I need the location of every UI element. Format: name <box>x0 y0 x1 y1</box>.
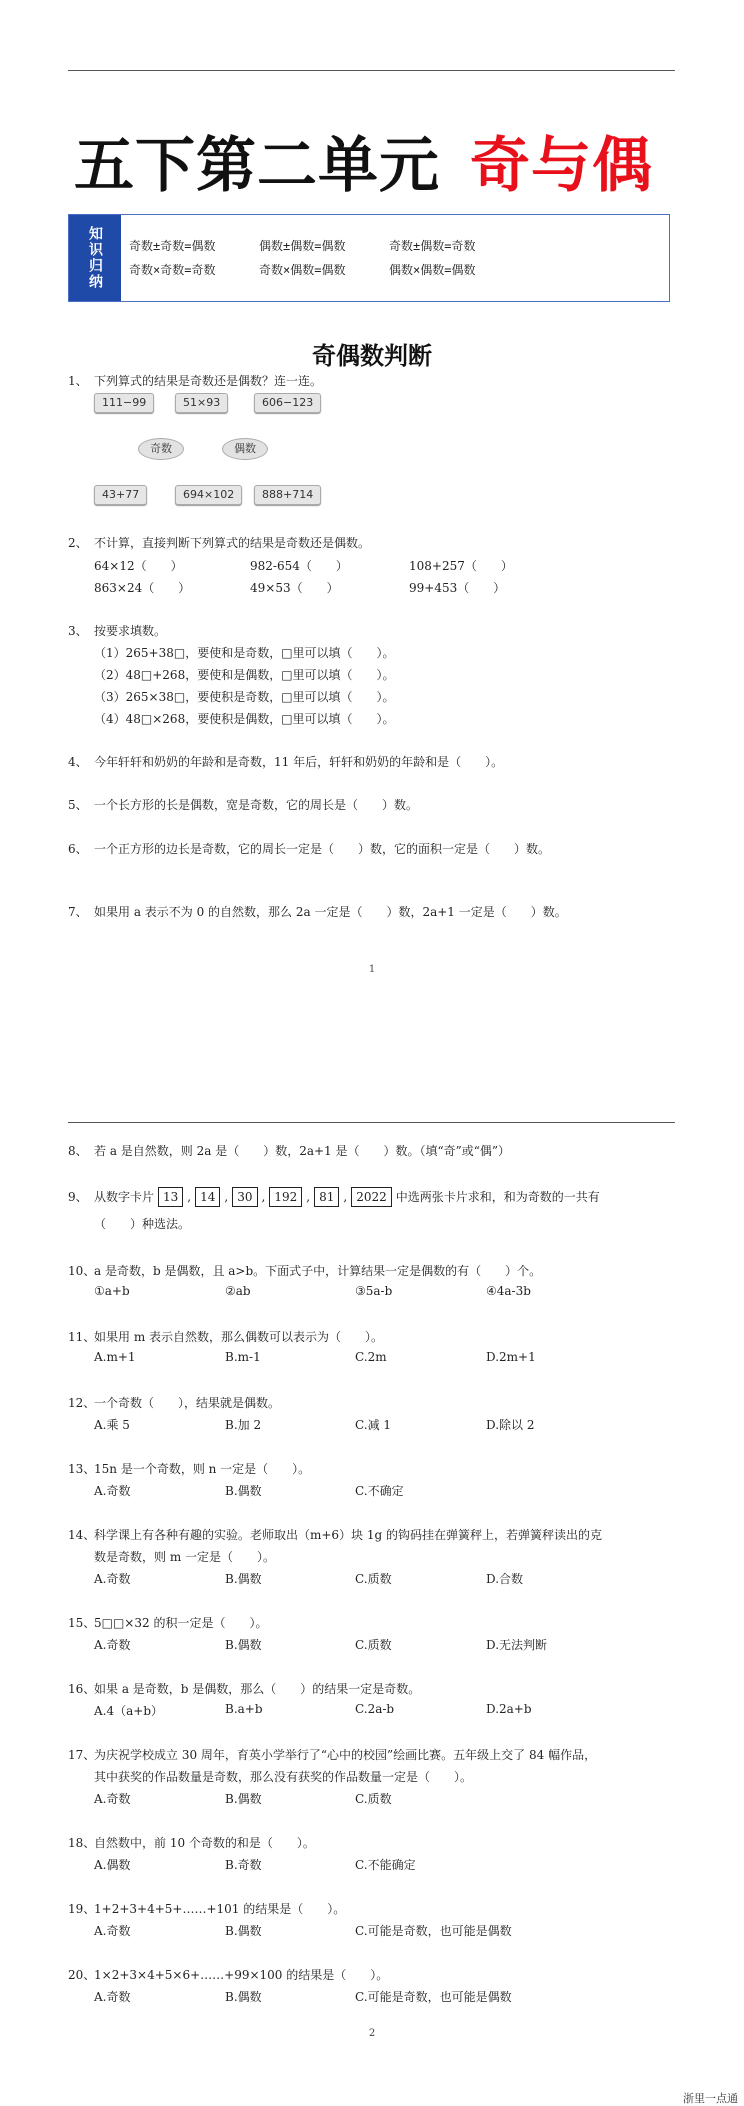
question-9: 9、 从数字卡片 13 , 14 , 30 , 192 , 81 , 2022 中选两张卡片求和，和为奇数的一共有 <box>68 1187 600 1207</box>
option[interactable]: ②ab <box>225 1284 251 1298</box>
option[interactable]: A.4（a+b） <box>94 1704 164 1718</box>
q14-line2: 数是奇数，则 m 一定是（ ）。 <box>94 1550 276 1564</box>
expr-card[interactable]: 51×93 <box>175 393 228 413</box>
q17-line2: 其中获奖的作品数量是奇数，那么没有获奖的作品数量一定是（ ）。 <box>94 1770 473 1784</box>
option[interactable]: B.m-1 <box>225 1350 261 1364</box>
option[interactable]: C.可能是奇数，也可能是偶数 <box>355 1990 512 2004</box>
knowledge-rule: 偶数×偶数=偶数 <box>389 263 476 277</box>
question-11: 11、如果用 m 表示自然数，那么偶数可以表示为（ ）。 <box>68 1330 384 1344</box>
knowledge-rule: 奇数±奇数=偶数 <box>129 239 216 253</box>
question-18: 18、自然数中，前 10 个奇数的和是（ ）。 <box>68 1836 315 1850</box>
option[interactable]: C.减 1 <box>355 1418 392 1432</box>
option[interactable]: A.乘 5 <box>94 1418 130 1432</box>
question-13: 13、15n 是一个奇数，则 n 一定是（ ）。 <box>68 1462 311 1476</box>
number-card: 30 <box>232 1187 257 1207</box>
question-15: 15、5□□×32 的积一定是（ ）。 <box>68 1616 268 1630</box>
option[interactable]: D.合数 <box>486 1572 524 1586</box>
option[interactable]: D.无法判断 <box>486 1638 548 1652</box>
option[interactable]: A.奇数 <box>94 1638 131 1652</box>
question-8: 8、 若 a 是自然数，则 2a 是（ ）数，2a+1 是（ ）数。（填“奇”或“偶”） <box>68 1144 511 1158</box>
question-16: 16、如果 a 是奇数，b 是偶数，那么（ ）的结果一定是奇数。 <box>68 1682 421 1696</box>
footer-watermark: 浙里一点通 <box>683 2092 738 2105</box>
option[interactable]: C.不能确定 <box>355 1858 416 1872</box>
question-7: 7、 如果用 a 表示不为 0 的自然数，那么 2a 一定是（ ）数，2a+1 一定是（ ）数。 <box>68 905 567 919</box>
number-card: 13 <box>158 1187 183 1207</box>
question-5: 5、 一个长方形的长是偶数，宽是奇数，它的周长是（ ）数。 <box>68 798 419 812</box>
question-6: 6、 一个正方形的边长是奇数，它的周长一定是（ ）数，它的面积一定是（ ）数。 <box>68 842 551 856</box>
knowledge-rule: 偶数±偶数=偶数 <box>259 239 346 253</box>
question-3: 3、 按要求填数。 <box>68 624 167 638</box>
expr-card[interactable]: 606−123 <box>254 393 321 413</box>
number-card: 192 <box>269 1187 302 1207</box>
q2-item: 982-654（ ） <box>250 559 348 573</box>
option[interactable]: A.奇数 <box>94 1792 131 1806</box>
question-1: 1、 下列算式的结果是奇数还是偶数？连一连。 <box>68 374 323 388</box>
option[interactable]: D.除以 2 <box>486 1418 535 1432</box>
option[interactable]: A.奇数 <box>94 1484 131 1498</box>
question-10: 10、a 是奇数，b 是偶数，且 a>b。下面式子中，计算结果一定是偶数的有（ ）个。 <box>68 1264 542 1278</box>
knowledge-tag: 知识归纳 <box>69 215 121 301</box>
q2-item: 49×53（ ） <box>250 581 339 595</box>
expr-card[interactable]: 43+77 <box>94 485 147 505</box>
option[interactable]: C.质数 <box>355 1638 392 1652</box>
option[interactable]: C.质数 <box>355 1792 392 1806</box>
page-number-1: 1 <box>368 964 376 975</box>
option[interactable]: A.偶数 <box>94 1858 131 1872</box>
title-black: 五下第二单元 <box>74 131 440 201</box>
option[interactable]: B.偶数 <box>225 1484 262 1498</box>
option[interactable]: ④4a-3b <box>486 1284 531 1298</box>
option[interactable]: B.偶数 <box>225 1638 262 1652</box>
question-4: 4、 今年轩轩和奶奶的年龄和是奇数，11 年后，轩轩和奶奶的年龄和是（ ）。 <box>68 755 504 769</box>
option[interactable]: A.奇数 <box>94 1572 131 1586</box>
question-12: 12、一个奇数（ ），结果就是偶数。 <box>68 1396 281 1410</box>
option[interactable]: B.a+b <box>225 1702 263 1716</box>
q2-item: 64×12（ ） <box>94 559 183 573</box>
page-number-2: 2 <box>368 2028 376 2039</box>
odd-oval[interactable]: 奇数 <box>138 438 184 460</box>
section-title: 奇偶数判断 <box>312 342 432 370</box>
expr-card[interactable]: 111−99 <box>94 393 154 413</box>
option[interactable]: B.偶数 <box>225 1990 262 2004</box>
q2-item: 863×24（ ） <box>94 581 191 595</box>
even-oval[interactable]: 偶数 <box>222 438 268 460</box>
q2-item: 99+453（ ） <box>409 581 506 595</box>
option[interactable]: C.2m <box>355 1350 387 1364</box>
q3-item: （3）265×38□，要使积是奇数，□里可以填（ ）。 <box>94 690 395 704</box>
page-title <box>74 118 653 204</box>
option[interactable]: C.质数 <box>355 1572 392 1586</box>
page2-divider <box>68 1122 675 1123</box>
option[interactable]: D.2a+b <box>486 1702 532 1716</box>
q2-item: 108+257（ ） <box>409 559 513 573</box>
option[interactable]: ①a+b <box>94 1284 130 1298</box>
knowledge-rule: 奇数×奇数=奇数 <box>129 263 216 277</box>
question-17: 17、为庆祝学校成立 30 周年，育英小学举行了“心中的校园”绘画比赛。五年级上交了 84 幅作品， <box>68 1748 597 1762</box>
option[interactable]: B.偶数 <box>225 1792 262 1806</box>
option[interactable]: A.m+1 <box>94 1350 136 1364</box>
option[interactable]: B.奇数 <box>225 1858 262 1872</box>
number-card: 81 <box>314 1187 339 1207</box>
question-14: 14、科学课上有各种有趣的实验。老师取出（m+6）块 1g 的钩码挂在弹簧秤上，若弹簧秤读出的克 <box>68 1528 603 1542</box>
top-divider <box>68 70 675 71</box>
option[interactable]: A.奇数 <box>94 1924 131 1938</box>
option[interactable]: B.加 2 <box>225 1418 262 1432</box>
knowledge-rule: 奇数×偶数=偶数 <box>259 263 346 277</box>
question-2: 2、 不计算，直接判断下列算式的结果是奇数还是偶数。 <box>68 536 371 550</box>
q3-item: （2）48□+268，要使和是偶数，□里可以填（ ）。 <box>94 668 395 682</box>
question-20: 20、1×2+3×4+5×6+……+99×100 的结果是（ ）。 <box>68 1968 389 1982</box>
option[interactable]: C.2a-b <box>355 1702 395 1716</box>
option[interactable]: C.不确定 <box>355 1484 404 1498</box>
title-red: 奇与偶 <box>470 131 653 201</box>
q3-item: （1）265+38□，要使和是奇数，□里可以填（ ）。 <box>94 646 395 660</box>
expr-card[interactable]: 694×102 <box>175 485 242 505</box>
number-card: 2022 <box>351 1187 392 1207</box>
option[interactable]: ③5a-b <box>355 1284 393 1298</box>
option[interactable]: C.可能是奇数，也可能是偶数 <box>355 1924 512 1938</box>
question-19: 19、1+2+3+4+5+……+101 的结果是（ ）。 <box>68 1902 346 1916</box>
number-card: 14 <box>195 1187 220 1207</box>
q3-item: （4）48□×268，要使积是偶数，□里可以填（ ）。 <box>94 712 395 726</box>
knowledge-rule: 奇数±偶数=奇数 <box>389 239 476 253</box>
q9-line2: （ ）种选法。 <box>94 1217 191 1231</box>
option[interactable]: A.奇数 <box>94 1990 131 2004</box>
knowledge-box <box>68 214 670 302</box>
expr-card[interactable]: 888+714 <box>254 485 321 505</box>
option[interactable]: B.偶数 <box>225 1924 262 1938</box>
option[interactable]: B.偶数 <box>225 1572 262 1586</box>
option[interactable]: D.2m+1 <box>486 1350 536 1364</box>
